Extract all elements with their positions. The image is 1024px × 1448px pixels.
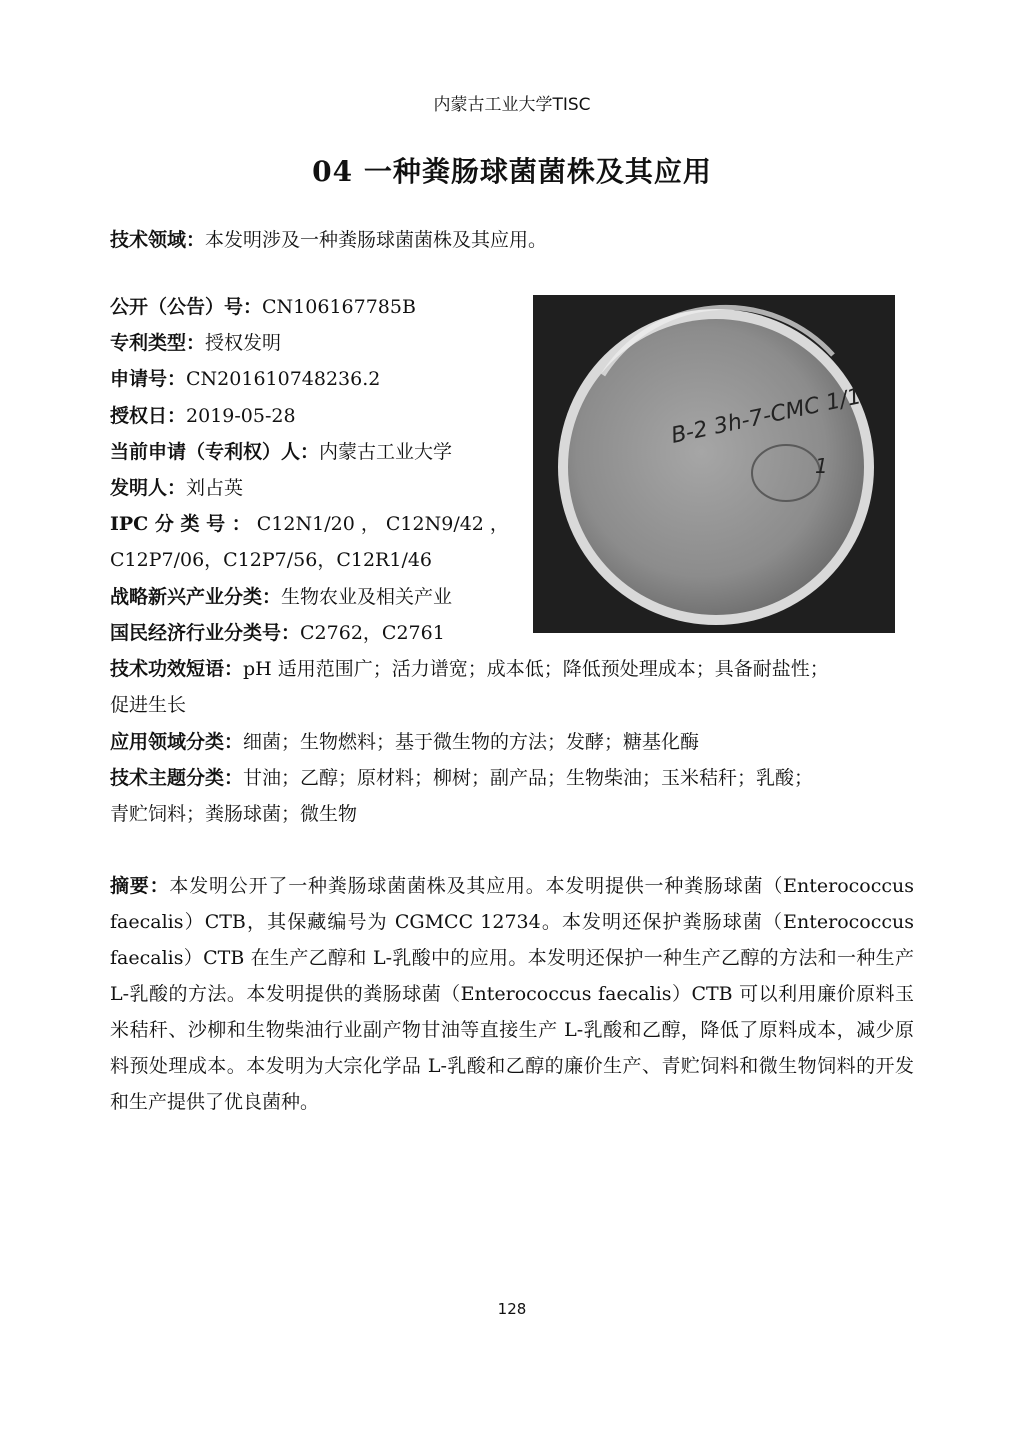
- field-patent-type: [110, 331, 281, 355]
- field-value: 生物农业及相关产业: [281, 586, 453, 608]
- tech-field-label: 技术领域：: [110, 229, 206, 251]
- field-strategic-industry: [110, 585, 452, 609]
- field-label: 专利类型：: [110, 332, 206, 354]
- field-inventor: [110, 476, 243, 500]
- field-label: 战略新兴产业分类：: [110, 586, 282, 608]
- field-value: CN106167785B: [262, 296, 416, 318]
- tech-field: [110, 228, 547, 252]
- page-header: 内蒙古工业大学TISC: [433, 95, 591, 115]
- field-value: CN201610748236.2: [186, 368, 381, 390]
- field-label: 应用领域分类：: [110, 731, 244, 753]
- field-technical-topic: [110, 766, 813, 790]
- field-value: C12N1/20 ， C12N9/42 ，: [250, 513, 509, 535]
- field-applicant: [110, 440, 452, 464]
- field-economic-classification: [110, 621, 445, 645]
- abstract-label: 摘要：: [110, 875, 170, 897]
- field-label: 公开（公告）号：: [110, 296, 263, 318]
- field-efficacy-continued: 促进生长: [110, 694, 187, 716]
- field-value: C2762，C2761: [300, 622, 445, 644]
- field-label: 技术主题分类：: [110, 767, 244, 789]
- petri-dish-photo: [533, 295, 895, 633]
- document-title: 04 一种粪肠球菌菌株及其应用: [312, 155, 712, 188]
- field-value: pH 适用范围广；活力谱宽；成本低；降低预处理成本；具备耐盐性；: [243, 658, 829, 680]
- field-application-domain: [110, 730, 699, 754]
- field-publication-number: [110, 295, 416, 319]
- field-value: 甘油；乙醇；原材料；柳树；副产品；生物柴油；玉米秸秆；乳酸；: [243, 767, 814, 789]
- field-ipc: [110, 512, 509, 536]
- petri-dish-illustration: [533, 295, 895, 633]
- field-value: 细菌；生物燃料；基于微生物的方法；发酵；糖基化酶: [243, 731, 700, 753]
- field-topic-continued: 青贮饲料；粪肠球菌；微生物: [110, 803, 358, 825]
- field-value: 内蒙古工业大学: [319, 441, 453, 463]
- field-label: 技术功效短语：: [110, 658, 244, 680]
- field-value: 2019-05-28: [186, 405, 296, 427]
- abstract-text: 本发明公开了一种粪肠球菌菌株及其应用。本发明提供一种粪肠球菌（Enterococcus faecalis）CTB，其保藏编号为 CGMCC 12734。本发明还保护粪肠球菌（Enterococcus faecalis）CTB 在生产乙醇和 L-乳酸中的应用。本发明还保护一种生产乙醇的方法和一种生产 L-乳酸的方法。本发明提供的粪肠球菌（Enterococcus faecalis）CTB 可以利用廉价原料玉米秸秆、沙柳和生物柴油行业副产物甘油等直接生产 L-乳酸和乙醇，降低了原料成本，减少原料预处理成本。本发明为大宗化学品 L-乳酸和乙醇的廉价生产、青贮饲料和微生物饲料的开发和生产提供了优良菌种。: [110, 875, 914, 1113]
- page-number: 128: [497, 1300, 527, 1318]
- field-application-number: [110, 367, 380, 391]
- field-value: 授权发明: [205, 332, 282, 354]
- field-label: 申请号：: [110, 368, 187, 390]
- svg-text:1: 1: [815, 454, 828, 478]
- field-label: 国民经济行业分类号：: [110, 622, 301, 644]
- field-label: 授权日：: [110, 405, 187, 427]
- svg-text:B-2 3h-7-CMC 1/1: B-2 3h-7-CMC 1/1: [669, 384, 864, 449]
- field-efficacy-phrases: [110, 657, 829, 681]
- field-value: 刘占英: [186, 477, 244, 499]
- field-label: 发明人：: [110, 477, 187, 499]
- tech-field-value: 本发明涉及一种粪肠球菌菌株及其应用。: [205, 229, 548, 251]
- abstract: [110, 868, 914, 1120]
- field-label: 当前申请（专利权）人：: [110, 441, 320, 463]
- field-grant-date: [110, 404, 296, 428]
- field-ipc-continued: C12P7/06，C12P7/56，C12R1/46: [110, 549, 433, 571]
- field-label: IPC 分 类 号 ：: [110, 513, 251, 535]
